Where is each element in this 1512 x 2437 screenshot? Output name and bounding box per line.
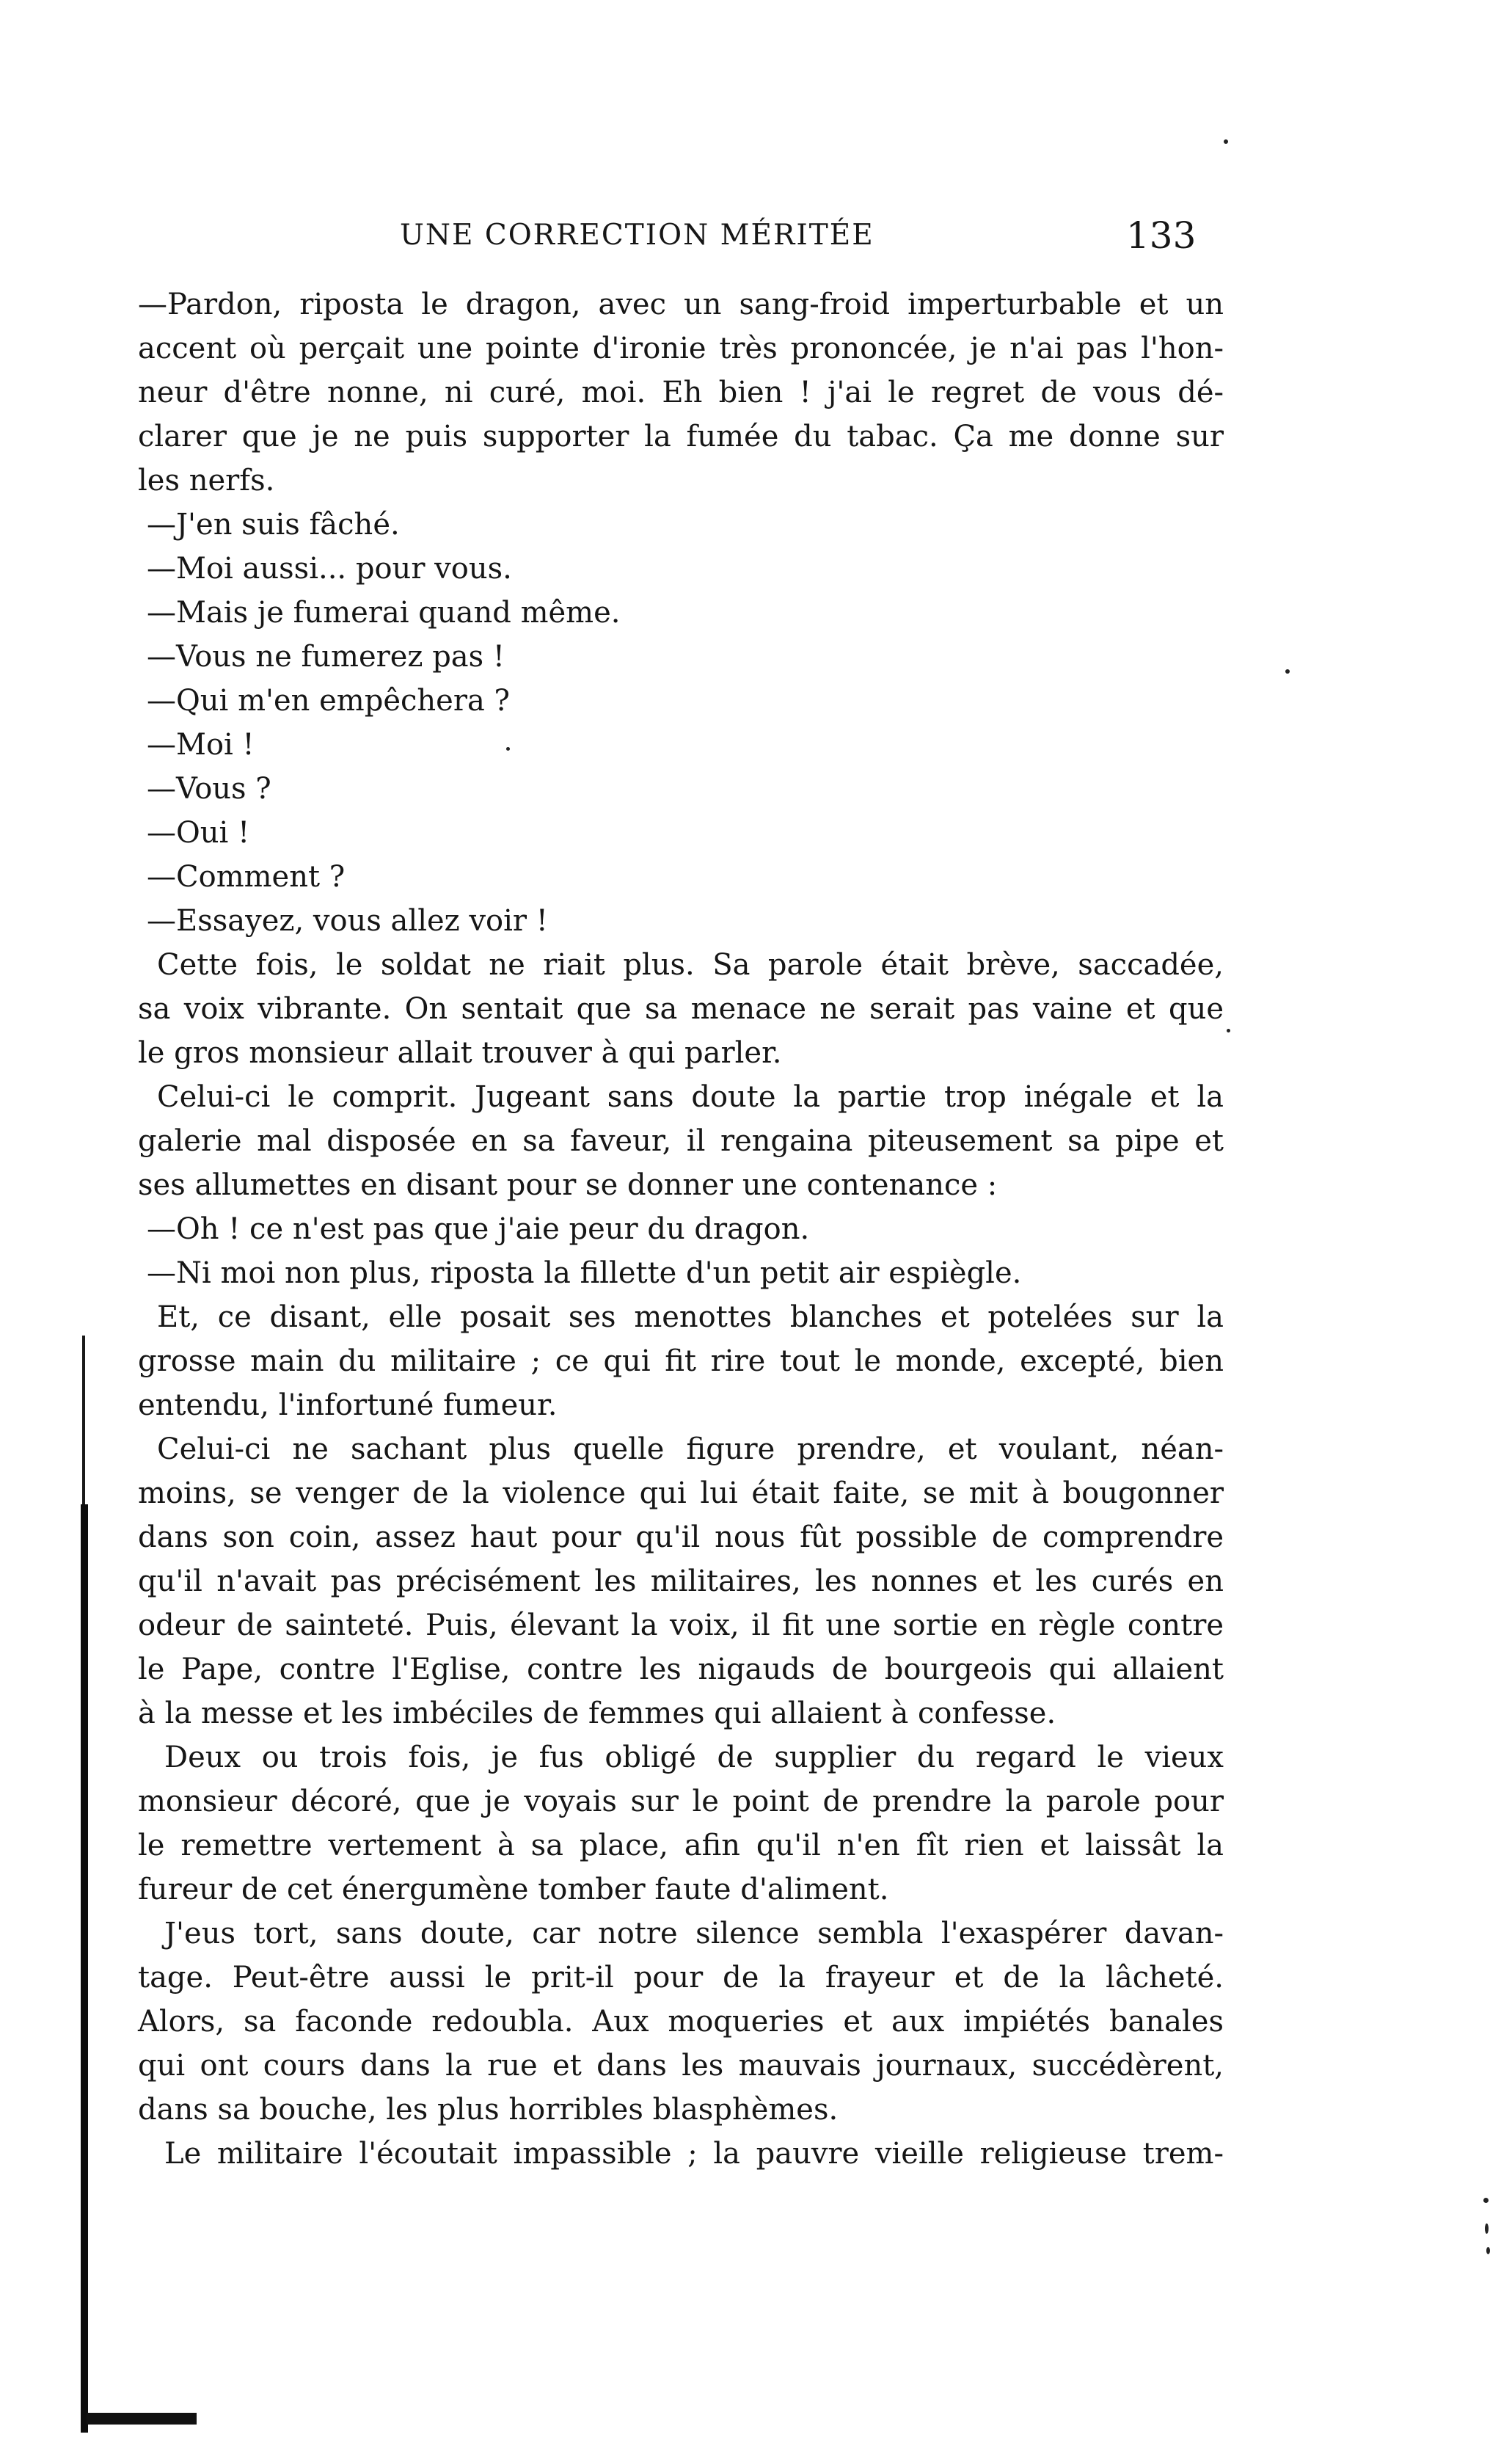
- text-line: grosse main du militaire ; ce qui fit rire tout le monde, excepté, bien: [138, 1344, 1224, 1378]
- page-number: 133: [1126, 214, 1197, 257]
- text-line: —Qui m'en empêchera ?: [147, 684, 510, 718]
- text-line: —Vous ne fumerez pas !: [147, 640, 505, 674]
- spine-shadow: [81, 1504, 88, 2433]
- text-line: qu'il n'avait pas précisément les militaires, les nonnes et les curés en: [138, 1564, 1224, 1598]
- running-title: UNE CORRECTION MÉRITÉE: [400, 219, 874, 252]
- text-line: monsieur décoré, que je voyais sur le point de prendre la parole pour: [138, 1785, 1224, 1818]
- text-line: —J'en suis fâché.: [147, 508, 400, 542]
- scan-speck: [1485, 2223, 1489, 2234]
- text-line: Et, ce disant, elle posait ses menottes blanches et potelées sur la: [157, 1300, 1224, 1334]
- text-line: Alors, sa faconde redoubla. Aux moqueries et aux impiétés banales: [138, 2005, 1224, 2039]
- scan-speck: [1483, 2198, 1489, 2203]
- body-text: [138, 283, 1224, 2176]
- text-line: entendu, l'infortuné fumeur.: [138, 1388, 558, 1422]
- text-line: Le militaire l'écoutait impassible ; la pauvre vieille religieuse trem-: [164, 2137, 1224, 2171]
- text-line: —Oui !: [147, 816, 250, 850]
- text-line: —Mais je fumerai quand même.: [147, 596, 621, 630]
- text-line: qui ont cours dans la rue et dans les mauvais journaux, succédèrent,: [138, 2049, 1224, 2083]
- text-line: neur d'être nonne, ni curé, moi. Eh bien ! j'ai le regret de vous dé-: [138, 376, 1224, 409]
- text-line: —Moi aussi... pour vous.: [147, 552, 512, 586]
- text-line: —Vous ?: [147, 772, 271, 806]
- text-line: Celui-ci le comprit. Jugeant sans doute la partie trop inégale et la: [157, 1080, 1224, 1114]
- text-line: dans son coin, assez haut pour qu'il nous fût possible de comprendre: [138, 1520, 1224, 1554]
- text-line: —Ni moi non plus, riposta la fillette d'un petit air espiègle.: [147, 1256, 1022, 1290]
- scan-speck: [1224, 139, 1228, 144]
- text-line: —Pardon, riposta le dragon, avec un sang-froid imperturbable et un: [138, 288, 1224, 321]
- text-line: galerie mal disposée en sa faveur, il rengaina piteusement sa pipe et: [138, 1124, 1224, 1158]
- text-line: —Essayez, vous allez voir !: [147, 904, 548, 938]
- scan-speck: [506, 747, 510, 751]
- text-line: Celui-ci ne sachant plus quelle figure prendre, et voulant, néan-: [157, 1432, 1224, 1466]
- text-line: fureur de cet énergumène tomber faute d'aliment.: [138, 1873, 889, 1906]
- text-line: les nerfs.: [138, 464, 275, 498]
- spine-shadow-upper: [82, 1336, 85, 1512]
- text-line: le Pape, contre l'Eglise, contre les nigauds de bourgeois qui allaient: [138, 1653, 1224, 1686]
- scan-speck: [1285, 669, 1290, 674]
- text-line: moins, se venger de la violence qui lui était faite, se mit à bougonner: [138, 1476, 1224, 1510]
- text-line: odeur de sainteté. Puis, élevant la voix, il fit une sortie en règle contre: [138, 1609, 1224, 1642]
- text-line: Cette fois, le soldat ne riait plus. Sa parole était brève, saccadée,: [157, 948, 1224, 982]
- scan-speck: [1227, 1029, 1230, 1032]
- text-line: Deux ou trois fois, je fus obligé de supplier du regard le vieux: [164, 1741, 1224, 1774]
- text-line: —Moi !: [147, 728, 255, 762]
- text-line: ses allumettes en disant pour se donner une contenance :: [138, 1168, 998, 1202]
- text-line: J'eus tort, sans doute, car notre silence sembla l'exaspérer davan-: [164, 1917, 1224, 1950]
- text-line: dans sa bouche, les plus horribles blasphèmes.: [138, 2093, 839, 2127]
- text-line: —Comment ?: [147, 860, 346, 894]
- scan-edge-mark: [87, 2413, 197, 2425]
- scan-speck: [1486, 2247, 1490, 2254]
- text-line: le gros monsieur allait trouver à qui parler.: [138, 1036, 782, 1070]
- text-line: sa voix vibrante. On sentait que sa menace ne serait pas vaine et que: [138, 992, 1224, 1026]
- text-line: clarer que je ne puis supporter la fumée du tabac. Ça me donne sur: [138, 420, 1224, 453]
- text-line: accent où perçait une pointe d'ironie très prononcée, je n'ai pas l'hon-: [138, 332, 1224, 365]
- text-line: tage. Peut-être aussi le prit-il pour de la frayeur et de la lâcheté.: [138, 1961, 1224, 1995]
- text-line: le remettre vertement à sa place, afin qu'il n'en fît rien et laissât la: [138, 1829, 1224, 1862]
- text-line: —Oh ! ce n'est pas que j'aie peur du dragon.: [147, 1212, 810, 1246]
- text-line: à la messe et les imbéciles de femmes qui allaient à confesse.: [138, 1697, 1056, 1730]
